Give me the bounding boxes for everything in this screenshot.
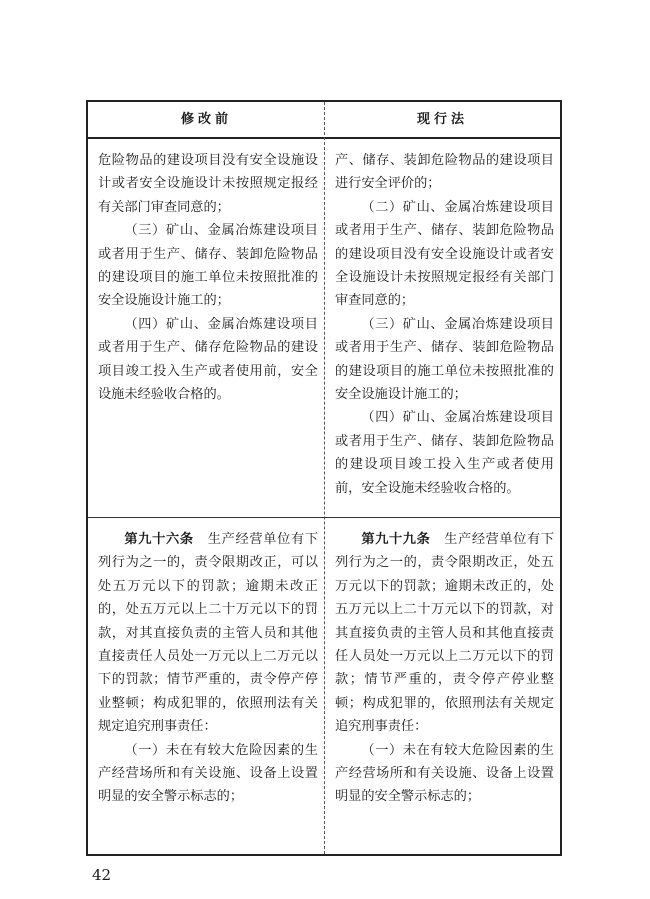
article-number: 第九十九条 bbox=[361, 532, 431, 547]
article-body: 生产经营单位有下列行为之一的，责令限期改正，处五万元以下的罚款；逾期未改正的，处五万元以上二十万元以下的罚款，对其直接负责的主管人员和其他直接责任人员处一万元以上二万元以下的罚款；情节严重的，责令停产停业整顿；构成犯罪的，依照刑法有关规定追究刑事责任： bbox=[335, 532, 555, 735]
paragraph: （二）矿山、金属冶炼建设项目或者用于生产、储存、装卸危险物品的建设项目没有安全设施设计或者安全设施设计未按照规定报经有关部门审查同意的； bbox=[335, 199, 554, 309]
paragraph: 产、储存、装卸危险物品的建设项目进行安全评价的； bbox=[335, 153, 554, 192]
header-current-law: 现行法 bbox=[416, 112, 468, 127]
cell-current-top bbox=[325, 149, 560, 500]
paragraph: （四）矿山、金属冶炼建设项目或者用于生产、储存危险物品的建设项目竣工投入生产或者使用前，安全设施未经验收合格的。 bbox=[98, 316, 318, 403]
paragraph: （一）未在有较大危险因素的生产经营场所和有关设施、设备上设置明显的安全警示标志的； bbox=[98, 742, 318, 805]
paragraph: 危险物品的建设项目没有安全设施设计或者安全设施设计未按照规定报经有关部门审查同意的； bbox=[98, 153, 318, 215]
paragraph: （一）未在有较大危险因素的生产经营场所和有关设施、设备上设置明显的安全警示标志的； bbox=[335, 742, 554, 805]
cell-before-bottom bbox=[88, 528, 324, 809]
paragraph: （四）矿山、金属冶炼建设项目或者用于生产、储存、装卸危险物品的建设项目竣工投入生产或者使用前，安全设施未经验收合格的。 bbox=[335, 410, 554, 496]
paragraph: （三）矿山、金属冶炼建设项目或者用于生产、储存、装卸危险物品的建设项目的施工单位未按照批准的安全设施设计施工的； bbox=[98, 223, 318, 309]
header-before-amendment: 修改前 bbox=[180, 112, 232, 127]
row-separator bbox=[88, 517, 560, 518]
page-number: 42 bbox=[92, 866, 112, 884]
comparison-table bbox=[86, 100, 562, 856]
cell-before-top bbox=[88, 149, 324, 406]
article-paragraph bbox=[98, 528, 318, 739]
paragraph: （三）矿山、金属冶炼建设项目或者用于生产、储存、装卸危险物品的建设项目的施工单位未按照批准的安全设施设计施工的； bbox=[335, 316, 554, 403]
article-body: 生产经营单位有下列行为之一的，责令限期改正，可以处五万元以下的罚款；逾期未改正的，处五万元以上二十万元以下的罚款，对其直接负责的主管人员和其他直接责任人员处一万元以上二万元以下的罚款；情节严重的，责令停产停业整顿；构成犯罪的，依照刑法有关规定追究刑事责任： bbox=[98, 532, 319, 735]
cell-current-bottom bbox=[325, 528, 560, 809]
article-number: 第九十六条 bbox=[124, 532, 194, 547]
article-paragraph bbox=[335, 528, 554, 739]
